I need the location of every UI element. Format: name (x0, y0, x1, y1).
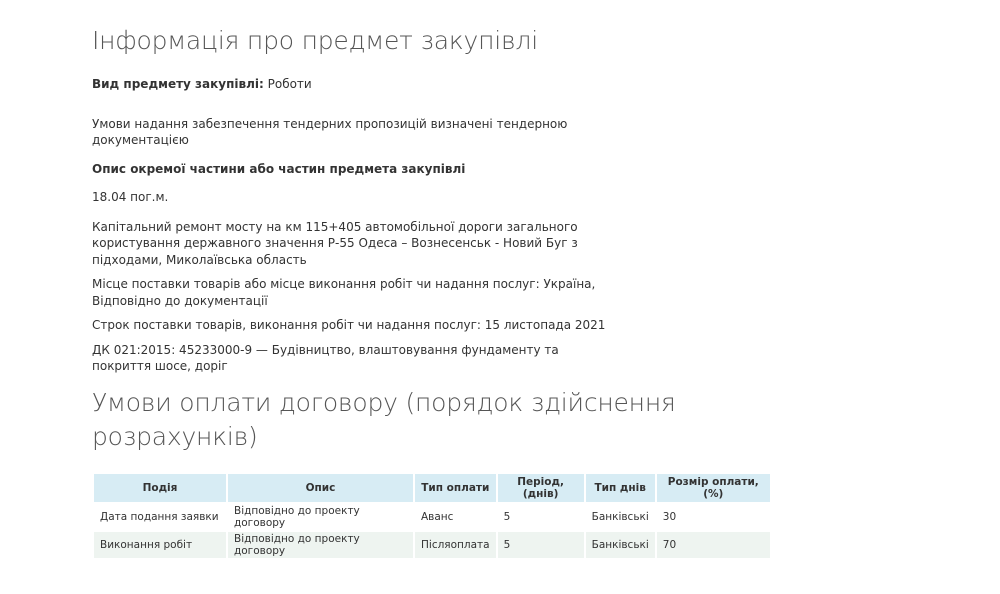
cell-period: 5 (498, 504, 584, 530)
column-header-description: Опис (228, 474, 413, 502)
procurement-heading: Інформація про предмет закупівлі (92, 26, 538, 55)
cell-payment-type: Аванс (415, 504, 496, 530)
payment-heading: Умови оплати договору (порядок здійснення розрахунків) (92, 387, 676, 451)
cell-event: Дата подання заявки (94, 504, 226, 530)
table-row (94, 504, 770, 530)
procurement-type-label: Вид предмету закупівлі: (92, 77, 264, 91)
payment-terms-table (92, 472, 772, 560)
item-description: Капітальний ремонт мосту на км 115+405 автомобільної дороги загального користування державного значення Р-55 Одеса – Вознесенськ - Новий Буг з підходами, Миколаївська область (92, 219, 578, 267)
column-header-payment-size: Розмір оплати, (%) (657, 474, 770, 502)
cell-event: Виконання робіт (94, 532, 226, 558)
column-header-period: Період, (днів) (498, 474, 584, 502)
column-header-payment-type: Тип оплати (415, 474, 496, 502)
guarantee-text: Умови надання забезпечення тендерних пропозицій визначені тендерною документацією (92, 116, 568, 147)
procurement-type-value: Роботи (267, 77, 312, 91)
column-header-day-type: Тип днів (586, 474, 655, 502)
procurement-type (92, 76, 612, 93)
cpv-classification: ДК 021:2015: 45233000-9 — Будівництво, влаштовування фундаменту та покриття шосе, доріг (92, 342, 559, 373)
cell-description: Відповідно до проекту договору (228, 504, 413, 530)
cell-description: Відповідно до проекту договору (228, 532, 413, 558)
table-header-row (94, 474, 770, 502)
procurement-info-section (92, 24, 676, 454)
quantity-text: 18.04 пог.м. (92, 190, 169, 204)
lot-description-title: Опис окремої частини або частин предмета закупівлі (92, 161, 466, 176)
cell-payment-type: Післяоплата (415, 532, 496, 558)
cell-period: 5 (498, 532, 584, 558)
delivery-term: Строк поставки товарів, виконання робіт чи надання послуг: 15 листопада 2021 (92, 318, 606, 332)
cell-day-type: Банківські (586, 532, 655, 558)
delivery-place: Місце поставки товарів або місце виконання робіт чи надання послуг: Україна, Відповідно до документації (92, 277, 596, 308)
cell-payment-size: 30 (657, 504, 770, 530)
column-header-event: Подія (94, 474, 226, 502)
table-row (94, 532, 770, 558)
cell-payment-size: 70 (657, 532, 770, 558)
cell-day-type: Банківські (586, 504, 655, 530)
